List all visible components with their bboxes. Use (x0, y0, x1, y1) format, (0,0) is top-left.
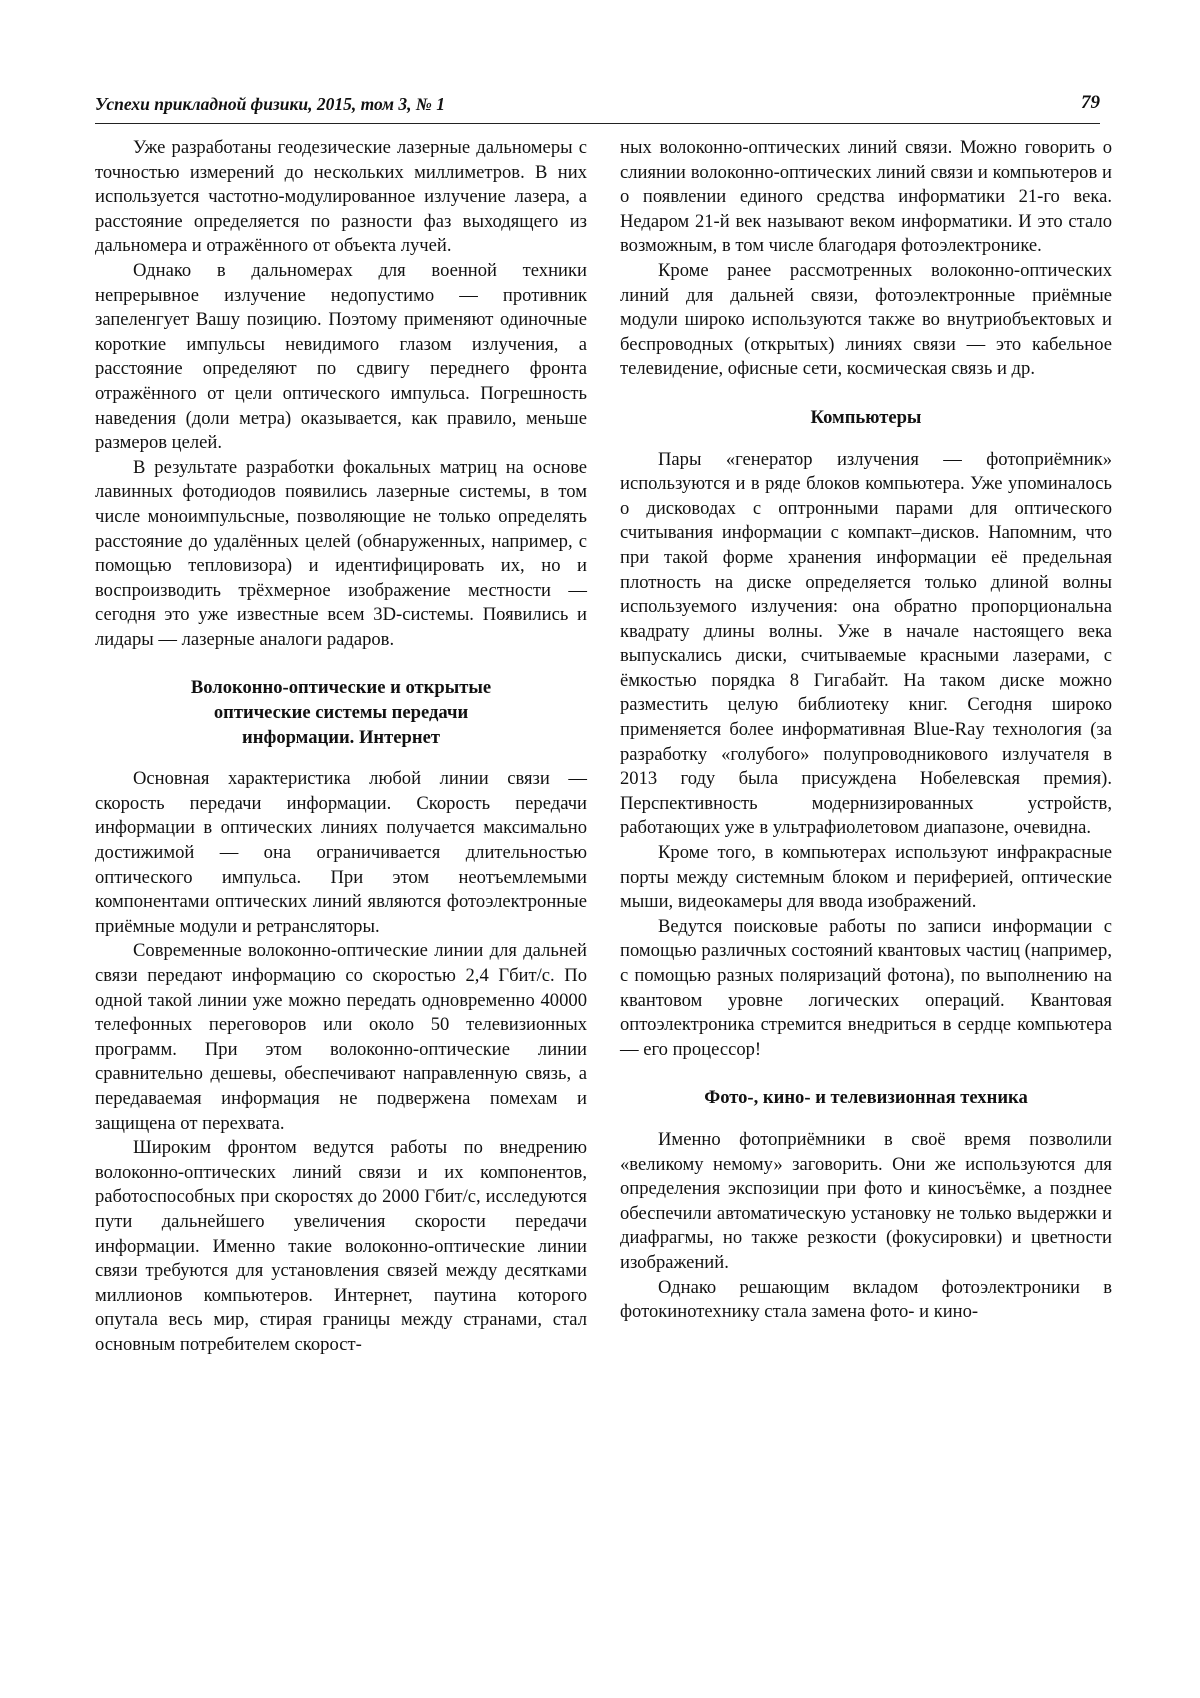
paragraph: Современные волоконно-оптические линии для дальней связи передают информацию со скоростью 2,4 Гбит/с. По одной такой линии уже можно передать одновременно 40000 телефонных переговоров или около 50 телевизионных программ. При этом волоконно-оптические линии сравнительно дешевы, обеспечивают направленную связь, а передаваемая информация не подвержена помехам и защищена от перехвата. (95, 940, 587, 1134)
section-heading-fiber-optics (95, 676, 587, 750)
spacer (620, 1111, 1112, 1128)
right-column (620, 136, 1112, 1325)
paragraph: Однако в дальномерах для военной техники непрерывное излучение недопустимо — противник запеленгует Вашу позицию. Поэтому применяют одиночные короткие импульсы невидимого глазом излучения, а расстояние определяют по сдвигу переднего фронта отражённого от цели оптического импульса. Погрешность наведения (доли метра) оказывается, как правило, меньше размеров целей. (95, 259, 587, 454)
page-number: 79 (1081, 92, 1100, 113)
heading-line: информации. Интернет (242, 726, 440, 748)
section-heading-photo-cinema-tv: Фото-, кино- и телевизионная техника (704, 1087, 1028, 1109)
paragraph: Именно фотоприёмники в своё время позволили «великому немому» заговорить. Они же используются для определения экспозиции при фото и киносъёмке, а позднее обеспечили автоматическую установку не только выдержки и диафрагмы, но также резкости (фокусировки) и цветности изображений. (620, 1128, 1112, 1273)
spacer (620, 431, 1112, 448)
paragraph: Ведутся поисковые работы по записи информации с помощью различных состояний квантовых частиц (например, с помощью разных поляризаций фотона), по выполнению на квантовом уровне логических операций. Квантовая оптоэлектроника стремится внедриться в сердце компьютера — его процессор! (620, 915, 1112, 1060)
heading-line: Волоконно-оптические и открытые (190, 677, 492, 699)
paragraph: Уже разработаны геодезические лазерные дальномеры с точностью измерений до нескольких миллиметров. В них используется частотно-модулированное излучение лазера, а расстояние определяется по разности фаз выходящего из дальномера и отражённого от объекта лучей. (95, 137, 587, 257)
spacer (620, 382, 1112, 406)
paragraph: Пары «генератор излучения — фотоприёмник» используются и в ряде блоков компьютера. Уже упоминалось о дисководах с оптронными парами для оптического считывания информации с компакт–дисков. Напомним, что при такой форме хранения информации её предельная плотность на диске определяется только длиной волны используемого излучения: она обратно пропорциональна квадрату длины волны. Уже в начале настоящего века выпускались диски, считываемые красными лазерами, с ёмкостью порядка 8 Гигабайт. На таком диске можно разместить целую библиотеку книг. Сегодня широко применяется более информативная Blue-Ray технология (за разработку «голубого» полупроводникового излучателя в 2013 году была присуждена Нобелевская премия). Перспективность модернизированных устройств, работающих уже в ультрафиолетовом диапазоне, очевидна. (620, 448, 1112, 839)
paragraph: Широким фронтом ведутся работы по внедрению волоконно-оптических линий связи и их компонентов, работоспособных при скоростях до 2000 Гбит/с, исследуются пути дальнейшего увеличения скорости передачи информации. Именно такие волоконно-оптические линии связи требуются для установления связей между десятками миллионов компьютеров. Интернет, паутина которого опутала весь мир, стирая границы между странами, стал основным потребителем скорост- (95, 1137, 587, 1355)
paragraph-continued: ных волоконно-оптических линий связи. Можно говорить о слиянии волоконно-оптических линий связи и компьютеров и о появлении единого средства информатики 21-го века. Недаром 21-й век называют веком информатики. И это стало возможным, в том числе благодаря фотоэлектронике. (620, 137, 1112, 257)
running-header (95, 86, 1100, 116)
paragraph: Основная характеристика любой линии связи — скорость передачи информации. Скорость передачи информации в оптических линиях получается максимально достижимой — она ограничивается длительностью оптического импульса. При этом неотъемлемыми компонентами оптических линий являются фотоэлектронные приёмные модули и ретрансляторы. (95, 768, 587, 937)
left-column (95, 136, 587, 1358)
paragraph: Однако решающим вкладом фотоэлектроники в фотокинотехнику стала замена фото- и кино- (620, 1276, 1112, 1323)
section-heading-computers: Компьютеры (810, 406, 922, 428)
paragraph: Кроме ранее рассмотренных волоконно-оптических линий для дальней связи, фотоэлектронные приёмные модули широко используются также во внутриобъектовых и беспроводных (открытых) линиях связи — это кабельное телевидение, офисные сети, космическая связь и др. (620, 259, 1112, 380)
paragraph: В результате разработки фокальных матриц на основе лавинных фотодиодов появились лазерные системы, в том числе моноимпульсные, позволяющие не только определять расстояние до удалённых целей (обнаруженных, например, с помощью тепловизора) и идентифицировать их, но и воспроизводить трёхмерное изображение местности — сегодня это уже известные всем 3D-системы. Появились и лидары — лазерные аналоги радаров. (95, 456, 587, 650)
spacer (620, 1062, 1112, 1086)
journal-citation: Успехи прикладной физики, 2015, том 3, № 1 (95, 94, 446, 114)
paragraph: Кроме того, в компьютерах используют инфракрасные порты между системным блоком и периферией, оптические мыши, видеокамеры для ввода изображений. (620, 842, 1112, 913)
heading-line: оптические системы передачи (213, 702, 469, 724)
spacer (95, 750, 587, 767)
header-rule (95, 123, 1100, 124)
spacer (95, 652, 587, 676)
